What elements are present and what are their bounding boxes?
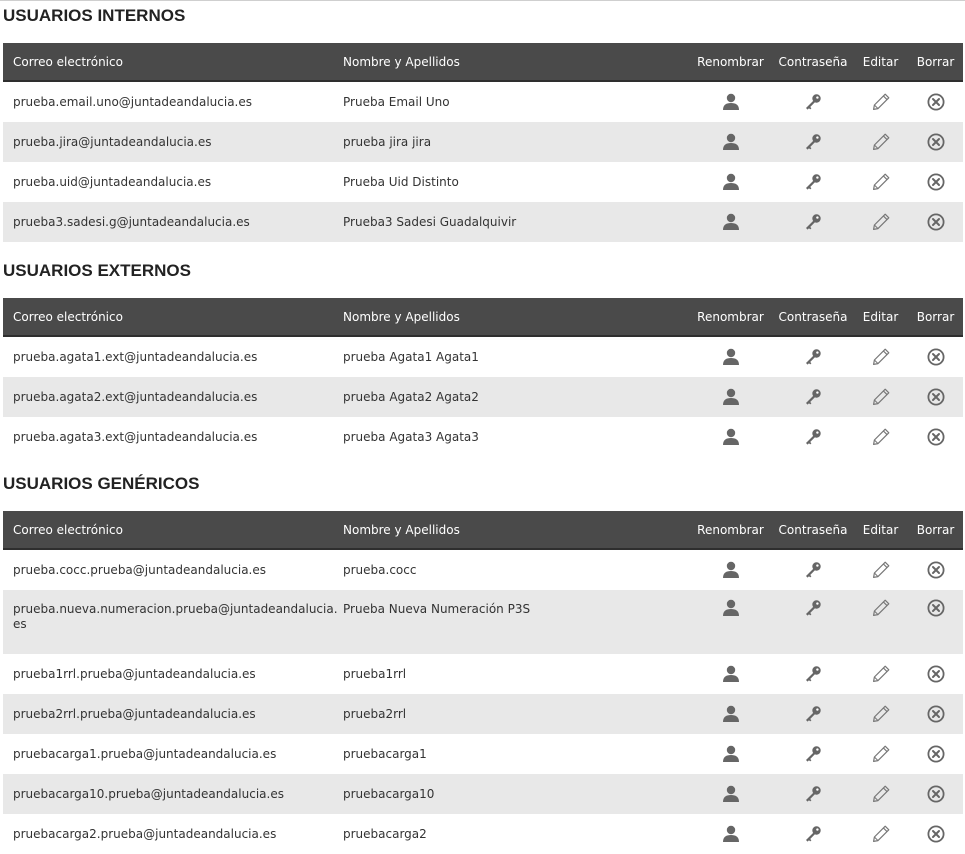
delete-button[interactable] [926, 704, 946, 724]
edit-cell [853, 377, 908, 417]
key-icon [803, 92, 823, 112]
rename-cell [688, 590, 773, 654]
password-cell [773, 417, 853, 457]
col-rename: Renombrar [688, 511, 773, 549]
change-password-button[interactable] [803, 744, 823, 764]
circle-x-icon [926, 92, 946, 112]
edit-button[interactable] [871, 744, 891, 764]
user-icon [721, 212, 741, 232]
table-row [3, 590, 963, 654]
rename-cell [688, 694, 773, 734]
edit-cell [853, 590, 908, 654]
change-password-button[interactable] [803, 132, 823, 152]
key-icon [803, 132, 823, 152]
circle-x-icon [926, 212, 946, 232]
key-icon [803, 664, 823, 684]
key-icon [803, 347, 823, 367]
col-edit: Editar [853, 43, 908, 81]
circle-x-icon [926, 387, 946, 407]
delete-button[interactable] [926, 92, 946, 112]
edit-button[interactable] [871, 347, 891, 367]
table-row [3, 734, 963, 774]
email-text: prueba.nueva.numeracion.prueba@juntadeandalucia.es [13, 602, 338, 631]
password-cell [773, 202, 853, 242]
external-users-table [3, 298, 963, 457]
generic-users-section [0, 469, 965, 854]
change-password-button[interactable] [803, 92, 823, 112]
rename-cell [688, 202, 773, 242]
email-cell [3, 81, 343, 122]
table-row [3, 336, 963, 377]
rename-cell [688, 774, 773, 814]
col-delete: Borrar [908, 43, 963, 81]
circle-x-icon [926, 172, 946, 192]
name-cell: prueba2rrl [343, 694, 688, 734]
email-text: prueba.cocc.prueba@juntadeandalucia.es [13, 562, 266, 577]
name-cell: prueba Agata2 Agata2 [343, 377, 688, 417]
edit-cell [853, 336, 908, 377]
delete-cell [908, 81, 963, 122]
table-row [3, 654, 963, 694]
rename-cell [688, 417, 773, 457]
user-icon [721, 387, 741, 407]
delete-cell [908, 654, 963, 694]
circle-x-icon [926, 744, 946, 764]
rename-cell [688, 122, 773, 162]
password-cell [773, 162, 853, 202]
email-text: pruebacarga10.prueba@juntadeandalucia.es [13, 786, 284, 801]
name-cell: Prueba3 Sadesi Guadalquivir [343, 202, 688, 242]
table-row [3, 202, 963, 242]
rename-button[interactable] [721, 704, 741, 724]
delete-cell [908, 694, 963, 734]
edit-button[interactable] [871, 664, 891, 684]
rename-cell [688, 162, 773, 202]
change-password-button[interactable] [803, 212, 823, 232]
edit-button[interactable] [871, 704, 891, 724]
col-password: Contraseña [773, 511, 853, 549]
rename-cell [688, 734, 773, 774]
change-password-button[interactable] [803, 560, 823, 580]
table-row [3, 814, 963, 854]
change-password-button[interactable] [803, 172, 823, 192]
email-cell [3, 549, 343, 590]
email-cell [3, 654, 343, 694]
delete-cell [908, 377, 963, 417]
generic-users-table [3, 511, 963, 854]
key-icon [803, 560, 823, 580]
email-text: prueba.agata3.ext@juntadeandalucia.es [13, 429, 258, 444]
table-header [3, 511, 963, 549]
key-icon [803, 172, 823, 192]
delete-button[interactable] [926, 387, 946, 407]
edit-button[interactable] [871, 824, 891, 844]
key-icon [803, 744, 823, 764]
edit-cell [853, 774, 908, 814]
table-row [3, 122, 963, 162]
circle-x-icon [926, 427, 946, 447]
circle-x-icon [926, 598, 946, 618]
rename-cell [688, 81, 773, 122]
col-email: Correo electrónico [3, 511, 343, 549]
table-row [3, 162, 963, 202]
password-cell [773, 549, 853, 590]
pencil-icon [871, 744, 891, 764]
rename-button[interactable] [721, 172, 741, 192]
email-text: prueba.agata2.ext@juntadeandalucia.es [13, 389, 258, 404]
user-icon [721, 560, 741, 580]
key-icon [803, 784, 823, 804]
pencil-icon [871, 132, 891, 152]
name-cell: Prueba Uid Distinto [343, 175, 459, 189]
pencil-icon [871, 212, 891, 232]
user-icon [721, 824, 741, 844]
delete-cell [908, 814, 963, 854]
email-cell [3, 122, 343, 162]
user-icon [721, 784, 741, 804]
rename-button[interactable] [721, 560, 741, 580]
rename-cell [688, 377, 773, 417]
name-cell: prueba Agata3 Agata3 [343, 430, 479, 444]
table-row [3, 81, 963, 122]
user-icon [721, 347, 741, 367]
edit-button[interactable] [871, 598, 891, 618]
rename-button[interactable] [721, 824, 741, 844]
circle-x-icon [926, 347, 946, 367]
delete-cell [908, 336, 963, 377]
col-name: Nombre y Apellidos [343, 298, 688, 336]
col-edit: Editar [853, 511, 908, 549]
col-rename: Renombrar [688, 298, 773, 336]
pencil-icon [871, 784, 891, 804]
email-text: pruebacarga2.prueba@juntadeandalucia.es [13, 826, 277, 841]
rename-button[interactable] [721, 212, 741, 232]
email-text: prueba.agata1.ext@juntadeandalucia.es [13, 349, 258, 364]
email-cell [3, 814, 343, 854]
edit-button[interactable] [871, 784, 891, 804]
edit-cell [853, 734, 908, 774]
password-cell [773, 81, 853, 122]
circle-x-icon [926, 784, 946, 804]
pencil-icon [871, 664, 891, 684]
email-cell [3, 590, 343, 654]
table-header [3, 298, 963, 336]
delete-cell [908, 734, 963, 774]
external-users-section [0, 256, 965, 457]
name-cell: prueba.cocc [343, 563, 417, 577]
pencil-icon [871, 387, 891, 407]
rename-button[interactable] [721, 598, 741, 618]
change-password-button[interactable] [803, 387, 823, 407]
circle-x-icon [926, 704, 946, 724]
change-password-button[interactable] [803, 598, 823, 618]
table-row [3, 417, 963, 457]
rename-cell [688, 654, 773, 694]
delete-cell [908, 590, 963, 654]
col-name: Nombre y Apellidos [343, 43, 688, 81]
change-password-button[interactable] [803, 784, 823, 804]
delete-button[interactable] [926, 664, 946, 684]
edit-button[interactable] [871, 132, 891, 152]
col-delete: Borrar [908, 298, 963, 336]
change-password-button[interactable] [803, 664, 823, 684]
circle-x-icon [926, 824, 946, 844]
rename-button[interactable] [721, 132, 741, 152]
edit-button[interactable] [871, 387, 891, 407]
key-icon [803, 427, 823, 447]
delete-cell [908, 202, 963, 242]
name-cell: prueba Agata1 Agata1 [343, 350, 479, 364]
email-text: pruebacarga1.prueba@juntadeandalucia.es [13, 746, 277, 761]
col-password: Contraseña [773, 298, 853, 336]
edit-button[interactable] [871, 212, 891, 232]
internal-users-title: USUARIOS INTERNOS [3, 6, 186, 25]
change-password-button[interactable] [803, 347, 823, 367]
delete-cell [908, 162, 963, 202]
pencil-icon [871, 704, 891, 724]
user-icon [721, 132, 741, 152]
email-cell [3, 336, 343, 377]
rename-button[interactable] [721, 92, 741, 112]
password-cell [773, 734, 853, 774]
email-text: prueba3.sadesi.g@juntadeandalucia.es [13, 214, 250, 229]
col-edit: Editar [853, 298, 908, 336]
circle-x-icon [926, 560, 946, 580]
edit-cell [853, 417, 908, 457]
delete-button[interactable] [926, 427, 946, 447]
delete-cell [908, 417, 963, 457]
email-text: prueba.jira@juntadeandalucia.es [13, 134, 212, 149]
col-delete: Borrar [908, 511, 963, 549]
email-text: prueba2rrl.prueba@juntadeandalucia.es [13, 706, 256, 721]
rename-button[interactable] [721, 664, 741, 684]
col-name: Nombre y Apellidos [343, 511, 688, 549]
email-cell [3, 202, 343, 242]
password-cell [773, 590, 853, 654]
name-cell: pruebacarga2 [343, 827, 427, 841]
email-text: prueba1rrl.prueba@juntadeandalucia.es [13, 666, 256, 681]
delete-cell [908, 549, 963, 590]
edit-button[interactable] [871, 92, 891, 112]
delete-cell [908, 122, 963, 162]
pencil-icon [871, 347, 891, 367]
name-cell: prueba jira jira [343, 122, 688, 162]
email-cell [3, 734, 343, 774]
generic-users-title: USUARIOS GENÉRICOS [3, 474, 200, 493]
internal-users-table [3, 43, 963, 242]
edit-button[interactable] [871, 172, 891, 192]
user-icon [721, 172, 741, 192]
user-icon [721, 704, 741, 724]
pencil-icon [871, 427, 891, 447]
email-cell [3, 694, 343, 734]
pencil-icon [871, 560, 891, 580]
rename-button[interactable] [721, 784, 741, 804]
delete-button[interactable] [926, 560, 946, 580]
user-icon [721, 92, 741, 112]
email-cell [3, 774, 343, 814]
edit-cell [853, 122, 908, 162]
key-icon [803, 704, 823, 724]
key-icon [803, 212, 823, 232]
password-cell [773, 122, 853, 162]
delete-button[interactable] [926, 132, 946, 152]
name-cell: pruebacarga1 [343, 747, 427, 761]
table-row [3, 377, 963, 417]
edit-cell [853, 549, 908, 590]
delete-cell [908, 774, 963, 814]
table-header [3, 43, 963, 81]
user-icon [721, 744, 741, 764]
rename-cell [688, 814, 773, 854]
circle-x-icon [926, 664, 946, 684]
edit-cell [853, 694, 908, 734]
delete-button[interactable] [926, 824, 946, 844]
email-cell [3, 417, 343, 457]
key-icon [803, 387, 823, 407]
edit-cell [853, 202, 908, 242]
edit-button[interactable] [871, 560, 891, 580]
table-row [3, 694, 963, 734]
rename-cell [688, 336, 773, 377]
rename-cell [688, 549, 773, 590]
edit-cell [853, 814, 908, 854]
pencil-icon [871, 598, 891, 618]
name-cell: prueba1rrl [343, 667, 407, 681]
internal-users-section [0, 1, 965, 242]
rename-button[interactable] [721, 387, 741, 407]
pencil-icon [871, 824, 891, 844]
edit-cell [853, 81, 908, 122]
password-cell [773, 774, 853, 814]
col-password: Contraseña [773, 43, 853, 81]
delete-button[interactable] [926, 347, 946, 367]
edit-cell [853, 162, 908, 202]
change-password-button[interactable] [803, 824, 823, 844]
change-password-button[interactable] [803, 704, 823, 724]
change-password-button[interactable] [803, 427, 823, 447]
pencil-icon [871, 172, 891, 192]
rename-button[interactable] [721, 427, 741, 447]
circle-x-icon [926, 132, 946, 152]
delete-button[interactable] [926, 784, 946, 804]
name-cell: Prueba Nueva Numeración P3S [343, 590, 688, 654]
password-cell [773, 654, 853, 694]
pencil-icon [871, 92, 891, 112]
edit-cell [853, 654, 908, 694]
password-cell [773, 694, 853, 734]
col-email: Correo electrónico [3, 43, 343, 81]
email-text: prueba.uid@juntadeandalucia.es [13, 174, 212, 189]
delete-button[interactable] [926, 212, 946, 232]
col-rename: Renombrar [688, 43, 773, 81]
user-icon [721, 427, 741, 447]
table-row [3, 774, 963, 814]
password-cell [773, 377, 853, 417]
external-users-title: USUARIOS EXTERNOS [3, 261, 191, 280]
key-icon [803, 824, 823, 844]
delete-button[interactable] [926, 598, 946, 618]
name-cell: pruebacarga10 [343, 774, 688, 814]
delete-button[interactable] [926, 172, 946, 192]
email-text: prueba.email.uno@juntadeandalucia.es [13, 94, 252, 109]
password-cell [773, 336, 853, 377]
user-icon [721, 598, 741, 618]
table-row [3, 549, 963, 590]
email-cell [3, 162, 343, 202]
col-email: Correo electrónico [3, 298, 343, 336]
rename-button[interactable] [721, 347, 741, 367]
email-cell [3, 377, 343, 417]
delete-button[interactable] [926, 744, 946, 764]
edit-button[interactable] [871, 427, 891, 447]
rename-button[interactable] [721, 744, 741, 764]
password-cell [773, 814, 853, 854]
name-cell: Prueba Email Uno [343, 95, 450, 109]
user-icon [721, 664, 741, 684]
key-icon [803, 598, 823, 618]
